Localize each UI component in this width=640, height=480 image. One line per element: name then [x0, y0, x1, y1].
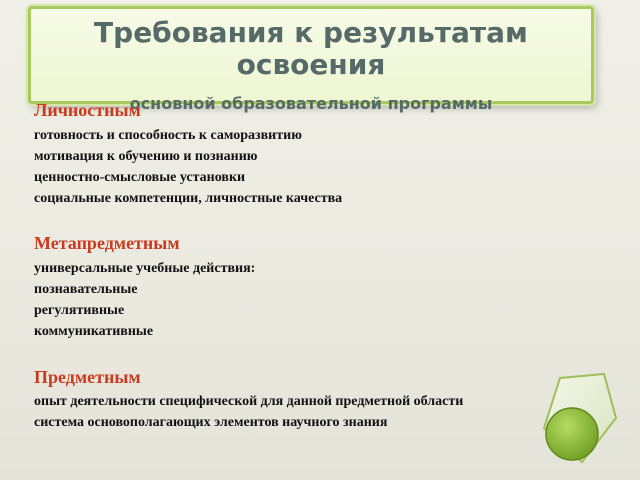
section-heading-subject: Предметным [34, 367, 141, 387]
list-item: регулятивные [34, 303, 125, 318]
page-subtitle: основной образовательной программы [129, 94, 493, 113]
list-item: универсальные учебные действия: [34, 261, 256, 276]
list-item: ценностно-смысловые установки [34, 170, 246, 185]
list-item: социальные компетенции, личностные качества [34, 191, 343, 206]
title-line-1: Требования к результатам [94, 16, 528, 49]
list-item: коммуникативные [34, 324, 154, 339]
title-line-2: освоения [236, 48, 386, 81]
list-item: мотивация к обучению и познанию [34, 149, 258, 164]
page-title [31, 17, 591, 81]
section-heading-personal: Личностным [34, 100, 141, 120]
list-item: познавательные [34, 282, 138, 297]
list-item: готовность и способность к саморазвитию [34, 128, 302, 143]
list-item: система основополагающих элементов научного знания [34, 415, 388, 430]
decorative-pentagon-icon [538, 372, 618, 468]
list-item: опыт деятельности специфической для данной предметной области [34, 394, 464, 409]
section-heading-metasubject: Метапредметным [34, 233, 180, 253]
